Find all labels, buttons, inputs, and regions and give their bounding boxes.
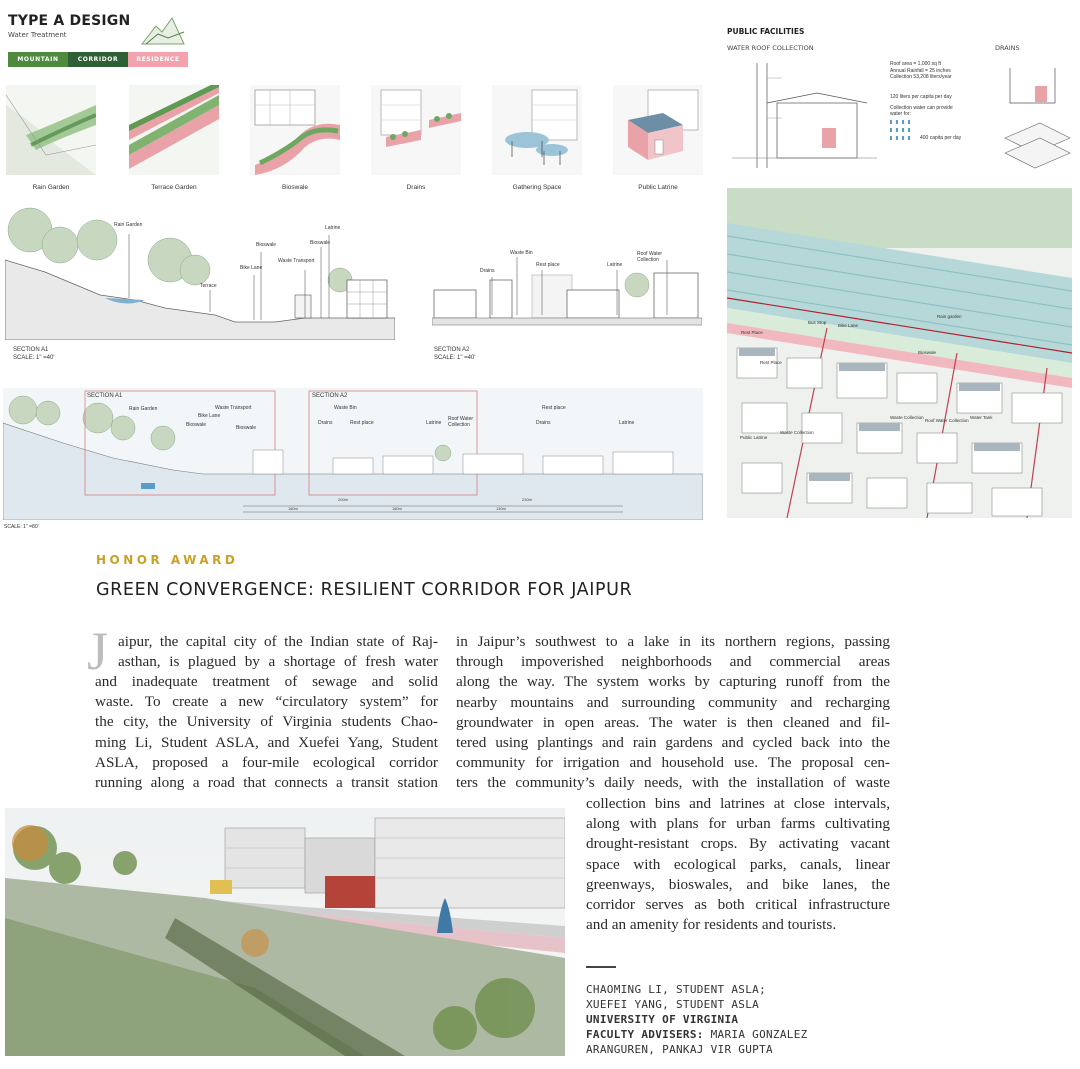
text-line: ters the community’s daily needs, with the installation of waste: [456, 774, 890, 792]
section-a1-caption: [13, 346, 54, 362]
dimension-label: 200m: [338, 497, 349, 502]
callout-label: Waste Bin: [510, 250, 533, 256]
category-tabs: [8, 52, 188, 67]
roof-stats: [890, 61, 952, 81]
roof-stat: Roof area = 1,000 sq ft: [890, 61, 942, 67]
text-line: drought-resistant crops. By activating vacant: [586, 835, 890, 853]
plan-label: Rest Place: [741, 330, 763, 335]
callout-label: Roof Water Collection: [448, 416, 474, 428]
roof-collection-diagram: [727, 58, 887, 178]
long-section-box-label: SECTION A1: [87, 393, 123, 399]
text-line: and inadequate treatment of sewage and solid: [95, 673, 438, 690]
plan-label: Bioswale: [918, 350, 937, 355]
drains-label: DRAINS: [995, 44, 1020, 52]
callout-label: Rain Garden: [114, 222, 143, 228]
text-line: aipur, the capital city of the Indian state of Raj-: [118, 633, 438, 650]
text-line: space with ecological parks, canals, linear: [586, 855, 890, 873]
rain-garden-illustration: [6, 85, 96, 175]
callout-label: Terrace: [200, 283, 217, 289]
drop-cap: J: [87, 621, 109, 681]
dimension-label: 180m: [392, 506, 403, 511]
callout-label: Bioswale: [236, 425, 257, 431]
section-a1-drawing: [5, 200, 395, 340]
callout-label: Waste Transport: [215, 405, 252, 411]
plan-label: Water Tank: [970, 415, 993, 420]
gathering-space-illustration: [492, 85, 582, 175]
mountain-sketch-icon: [140, 12, 186, 46]
article-headline: GREEN CONVERGENCE: RESILIENT CORRIDOR FOR JAIPUR: [96, 580, 633, 600]
thumb-label: Bioswale: [281, 184, 308, 191]
credits-divider: [586, 966, 616, 968]
bioswale-illustration: [250, 85, 340, 175]
plan-label: Public Latrine: [740, 435, 768, 440]
dimension-label: 130m: [496, 506, 507, 511]
callout-label: Latrine: [607, 262, 623, 268]
plan-label: Waste Collection: [890, 415, 924, 420]
tab-mountain[interactable]: MOUNTAIN: [8, 52, 68, 67]
text-line: tered using plantings and rain gardens and cycled back into the: [456, 733, 890, 751]
callout-label: Latrine: [619, 420, 635, 426]
credit-university: UNIVERSITY OF VIRGINIA: [586, 1013, 739, 1026]
text-line: the city, the University of Virginia students Chao-: [95, 713, 438, 731]
text-line: waste. To create a new “circulatory system” for: [95, 693, 438, 711]
dimension-label: 180m: [288, 506, 299, 511]
callout-label: Latrine: [426, 420, 442, 426]
callout-label: Bioswale: [310, 240, 331, 246]
roof-stat: Annual Rainfall = 25 inches: [890, 67, 951, 74]
dimension-label: 230m: [522, 497, 533, 502]
text-line: corridor serves as both critical infrastructure: [586, 895, 890, 913]
callout-label: Drains: [536, 420, 551, 426]
text-line: nearby mountains and surrounding community and recharging: [456, 693, 890, 711]
credits-block: [586, 982, 808, 1057]
text-line: in Jaipur’s southwest to a lake in its northern regions, passing: [456, 633, 890, 650]
advisers-names: MARIA GONZALEZ: [710, 1028, 808, 1041]
credit-advisers: [586, 1027, 808, 1042]
credit-line: CHAOMING LI, STUDENT ASLA;: [586, 983, 766, 996]
caption-line: SCALE: 1" =40': [434, 355, 476, 361]
callout-label: Bioswale: [256, 242, 277, 248]
text-line: collection bins and latrines at close intervals,: [586, 795, 890, 812]
callout-label: Bike Lane: [198, 413, 221, 419]
text-line: along with plans for urban farms cultivating: [586, 815, 890, 833]
callout-label: Rest place: [536, 262, 560, 268]
plan-label: Bike Lane: [838, 323, 859, 328]
text-line: ming Li, Student ASLA, and Xuefei Yang, Student: [95, 733, 438, 751]
thumb-label: Drains: [406, 184, 426, 191]
callout-label: Waste Transport: [278, 258, 315, 264]
credit-line: ARANGUREN, PANKAJ VIR GUPTA: [586, 1043, 773, 1056]
text-line: greenways, bioswales, and bike lanes, the: [586, 875, 890, 893]
article-column-1a: [118, 632, 438, 672]
caption-line: SECTION A1: [13, 347, 49, 353]
public-latrine-illustration: [613, 85, 703, 175]
text-line: community for irrigation and household use. The proposal cen-: [456, 754, 890, 772]
callout-label: Rest place: [542, 405, 566, 411]
panel-subtitle: Water Treatment: [8, 31, 67, 39]
article-column-1b: [95, 672, 438, 793]
thumb-label: Gathering Space: [512, 184, 562, 191]
callout-label: Rain Garden: [129, 406, 158, 412]
facilities-title: PUBLIC FACILITIES: [727, 27, 805, 36]
article-column-3: [586, 794, 890, 935]
caption-line: SCALE: 1" =40': [13, 355, 55, 361]
text-line: through impoverished neighborhoods and commercial areas: [456, 653, 890, 671]
caption-line: SECTION A2: [434, 347, 470, 353]
section-a2-caption: [434, 346, 475, 362]
plan-label: Roof Water Collection: [925, 418, 969, 423]
advisers-label: FACULTY ADVISERS:: [586, 1028, 704, 1041]
text-line: along the way. The system works by capturing runoff from the: [456, 673, 890, 691]
long-section-box-label: SECTION A2: [312, 393, 348, 399]
callout-label: Drains: [318, 420, 333, 426]
text-line: running along a road that connects a transit station: [95, 773, 438, 791]
plan-label: Bus Stop: [808, 320, 827, 325]
tab-residence[interactable]: RESIDENCE: [128, 52, 188, 67]
text-line: asthan, is plagued by a shortage of fresh water: [118, 653, 438, 671]
text-line: groundwater in open areas. The water is then cleaned and fil-: [456, 713, 890, 731]
capita-count: 400 capita per day: [920, 135, 962, 141]
capita-note: 120 liters per capita per day: [890, 94, 952, 100]
thumb-label: Terrace Garden: [151, 184, 197, 191]
text-line: and an amenity for residents and tourists.: [586, 916, 837, 934]
plan-label: Waste Collection: [780, 430, 814, 435]
people-icon-grid: [888, 118, 918, 148]
corridor-rendering-illustration: [5, 808, 565, 1056]
plan-label: Rain garden: [937, 314, 962, 319]
callout-label: Latrine: [325, 225, 341, 231]
award-label: HONOR AWARD: [96, 553, 239, 567]
thumb-label: Rain Garden: [32, 184, 70, 191]
callout-label: Rest place: [350, 420, 374, 426]
roof-stat: Collection 53,208 liters/year: [890, 74, 952, 80]
panel-title: TYPE A DESIGN: [8, 13, 131, 29]
article-column-2: [456, 632, 890, 794]
text-line: ASLA, proposed a four-mile ecological corridor: [95, 753, 438, 771]
provide-note: Collection water can provide water for:: [890, 105, 953, 117]
callout-label: Bioswale: [186, 422, 207, 428]
plan-label: Rest Place: [760, 360, 782, 365]
callout-label: Roof Water Collection: [637, 251, 663, 263]
tab-corridor[interactable]: CORRIDOR: [68, 52, 128, 67]
credit-line: XUEFEI YANG, STUDENT ASLA: [586, 998, 760, 1011]
drain-diagram: [1000, 58, 1076, 178]
callout-label: Waste Bin: [334, 405, 357, 411]
callout-label: Drains: [480, 268, 495, 274]
aerial-plan-illustration: [727, 188, 1072, 518]
long-section-scale: SCALE: 1" =80': [4, 524, 39, 530]
callout-label: Bike Lane: [240, 265, 263, 271]
thumb-label: Public Latrine: [638, 184, 678, 191]
facilities-subtitle: WATER ROOF COLLECTION: [727, 44, 814, 52]
terrace-garden-illustration: [129, 85, 219, 175]
drains-illustration: [371, 85, 461, 175]
